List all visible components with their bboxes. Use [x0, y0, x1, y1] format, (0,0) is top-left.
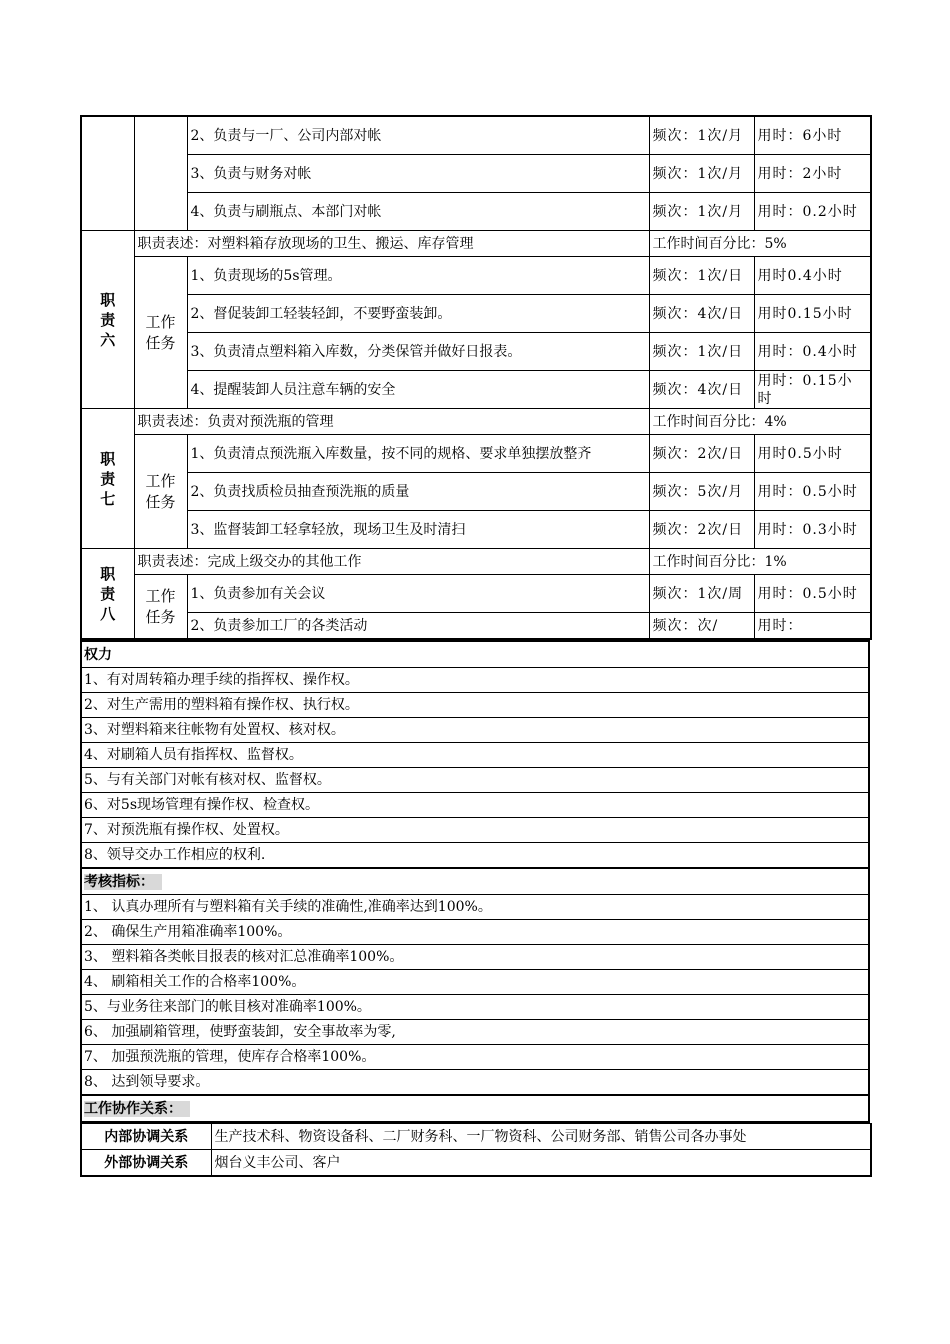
task-text: 2、负责与一厂、公司内部对帐: [187, 116, 649, 155]
task-hours: 用时0.5小时: [754, 435, 871, 473]
assessment-heading: 考核指标：: [81, 868, 869, 895]
task-label: 工作任务: [134, 257, 187, 409]
duty5-task-row: [81, 116, 871, 155]
task-text: 4、负责与刷瓶点、本部门对帐: [187, 193, 649, 231]
task-text: 3、负责与财务对帐: [187, 155, 649, 193]
task-frequency: 频次：1次/月: [649, 116, 754, 155]
duty7-description-row: [81, 409, 871, 435]
duty7-label: 职责七: [81, 409, 134, 549]
duty-description: 职责表述：负责对预洗瓶的管理: [134, 409, 649, 435]
task-hours: 用时：6小时: [754, 116, 871, 155]
assessment-item: 4、 刷箱相关工作的合格率100%。: [81, 970, 869, 995]
duty5-task-row: [81, 155, 871, 193]
internal-coordination-label: 内部协调关系: [81, 1124, 211, 1150]
duty6-task-row: [81, 257, 871, 295]
task-frequency: 频次：1次/周: [649, 575, 754, 613]
task-frequency: 频次：1次/月: [649, 155, 754, 193]
duty7-task-row: [81, 511, 871, 549]
time-percent: 工作时间百分比：1%: [649, 549, 871, 575]
external-coordination-label: 外部协调关系: [81, 1150, 211, 1177]
duty6-task-row: [81, 333, 871, 371]
duty-description: 职责表述：完成上级交办的其他工作: [134, 549, 649, 575]
duty8-description-row: [81, 549, 871, 575]
task-text: 1、负责清点预洗瓶入库数量，按不同的规格、要求单独摆放整齐: [187, 435, 649, 473]
cooperation-heading: 工作协作关系：: [81, 1095, 869, 1122]
duties-table: [80, 115, 872, 640]
duty8-task-row: [81, 613, 871, 640]
task-frequency: 频次：4次/日: [649, 371, 754, 409]
task-hours: 用时：0.4小时: [754, 333, 871, 371]
task-text: 1、负责参加有关会议: [187, 575, 649, 613]
duty5-task-row: [81, 193, 871, 231]
duty7-task-row: [81, 435, 871, 473]
task-text: 2、负责参加工厂的各类活动: [187, 613, 649, 640]
task-frequency: 频次：4次/日: [649, 295, 754, 333]
authority-item: 3、对塑料箱来往帐物有处置权、核对权。: [81, 718, 869, 743]
authority-item: 1、有对周转箱办理手续的指挥权、操作权。: [81, 668, 869, 693]
task-text: 2、负责找质检员抽查预洗瓶的质量: [187, 473, 649, 511]
task-frequency: 频次：5次/月: [649, 473, 754, 511]
internal-coordination-value: 生产技术科、物资设备科、二厂财务科、一厂物资科、公司财务部、销售公司各办事处: [211, 1124, 871, 1150]
task-hours: 用时：0.5小时: [754, 575, 871, 613]
task-hours: 用时：0.2小时: [754, 193, 871, 231]
cooperation-table: [80, 1123, 872, 1177]
task-frequency: 频次：2次/日: [649, 511, 754, 549]
assessment-item: 6、 加强刷箱管理，使野蛮装卸，安全事故率为零,: [81, 1020, 869, 1045]
assessment-item: 1、 认真办理所有与塑料箱有关手续的准确性,准确率达到100%。: [81, 895, 869, 920]
authority-item: 2、对生产需用的塑料箱有操作权、执行权。: [81, 693, 869, 718]
assessment-item: 8、 达到领导要求。: [81, 1070, 869, 1096]
duty6-task-row: [81, 371, 871, 409]
duty5-label-cell: [81, 116, 134, 231]
authority-item: 5、与有关部门对帐有核对权、监督权。: [81, 768, 869, 793]
task-hours: 用时：0.15小时: [754, 371, 871, 409]
duty-description: 职责表述：对塑料箱存放现场的卫生、搬运、库存管理: [134, 231, 649, 257]
task-text: 2、督促装卸工轻装轻卸，不要野蛮装卸。: [187, 295, 649, 333]
task-label: 工作任务: [134, 575, 187, 640]
task-hours: 用时：0.5小时: [754, 473, 871, 511]
duty8-task-row: [81, 575, 871, 613]
job-description-document: [80, 115, 870, 1177]
task-text: 3、监督装卸工轻拿轻放，现场卫生及时清扫: [187, 511, 649, 549]
task-label: 工作任务: [134, 435, 187, 549]
task-frequency: 频次：1次/日: [649, 333, 754, 371]
duty6-task-row: [81, 295, 871, 333]
task-hours: 用时：: [754, 613, 871, 640]
authority-heading: 权力: [81, 641, 869, 668]
duty6-description-row: [81, 231, 871, 257]
authority-item: 4、对刷箱人员有指挥权、监督权。: [81, 743, 869, 768]
task-text: 4、提醒装卸人员注意车辆的安全: [187, 371, 649, 409]
assessment-item: 5、与业务往来部门的帐目核对准确率100%。: [81, 995, 869, 1020]
task-text: 3、负责清点塑料箱入库数，分类保管并做好日报表。: [187, 333, 649, 371]
assessment-item: 2、 确保生产用箱准确率100%。: [81, 920, 869, 945]
time-percent: 工作时间百分比：5%: [649, 231, 871, 257]
authority-assessment-table: [80, 640, 870, 1123]
time-percent: 工作时间百分比：4%: [649, 409, 871, 435]
task-hours: 用时：0.3小时: [754, 511, 871, 549]
task-text: 1、负责现场的5s管理。: [187, 257, 649, 295]
task-frequency: 频次：1次/月: [649, 193, 754, 231]
task-hours: 用时：2小时: [754, 155, 871, 193]
duty7-task-row: [81, 473, 871, 511]
assessment-item: 3、 塑料箱各类帐目报表的核对汇总准确率100%。: [81, 945, 869, 970]
external-coordination-value: 烟台义丰公司、客户: [211, 1150, 871, 1177]
authority-item: 6、对5s现场管理有操作权、检查权。: [81, 793, 869, 818]
assessment-item: 7、 加强预洗瓶的管理，使库存合格率100%。: [81, 1045, 869, 1070]
duty8-label: 职责八: [81, 549, 134, 640]
authority-item: 7、对预洗瓶有操作权、处置权。: [81, 818, 869, 843]
task-hours: 用时0.4小时: [754, 257, 871, 295]
task-frequency: 频次：1次/日: [649, 257, 754, 295]
task-hours: 用时0.15小时: [754, 295, 871, 333]
duty6-label: 职责六: [81, 231, 134, 409]
task-frequency: 频次：2次/日: [649, 435, 754, 473]
authority-item: 8、领导交办工作相应的权利.: [81, 843, 869, 869]
task-frequency: 频次：次/: [649, 613, 754, 640]
duty5-task-label-cell: [134, 116, 187, 231]
